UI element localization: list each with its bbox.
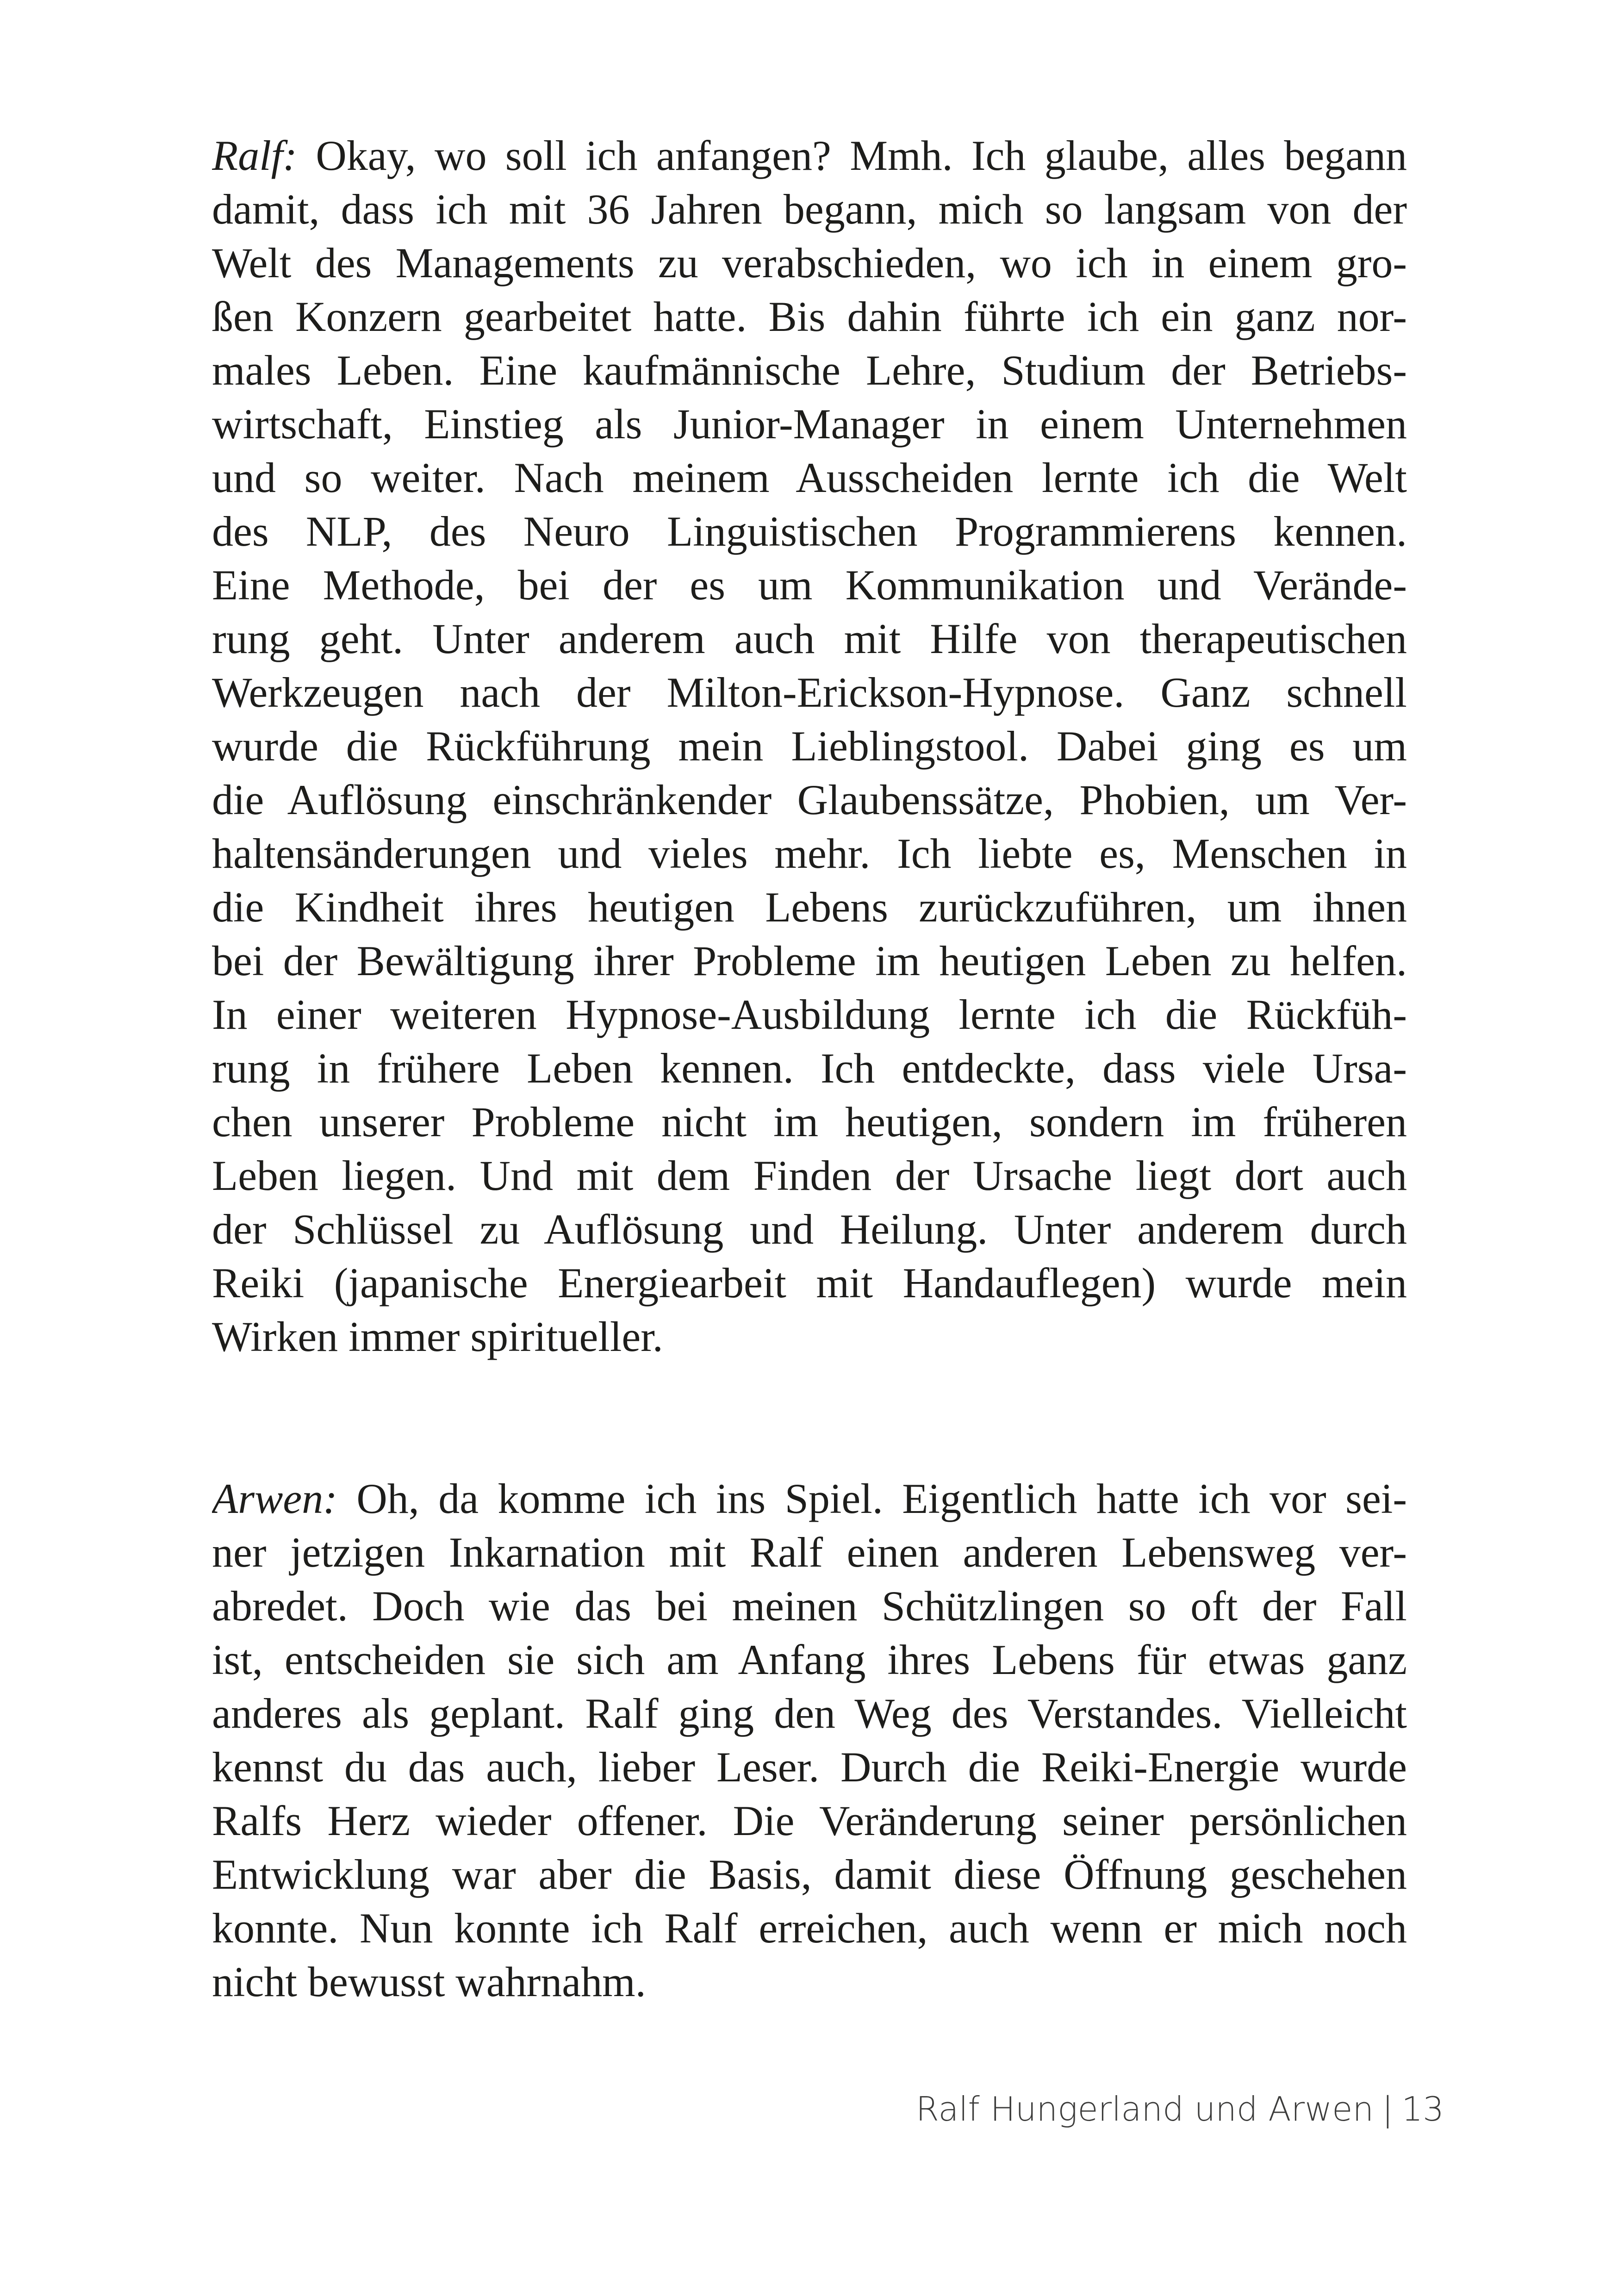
text-line xyxy=(212,1310,1407,1363)
line-text: males Leben. Eine kaufmännische Lehre, Studium der Betriebs- xyxy=(212,347,1407,394)
line-text: Eine Methode, bei der es um Kommunikation und Verände- xyxy=(212,561,1407,609)
line-text: konnte. Nun konnte ich Ralf erreichen, auch wenn er mich noch xyxy=(212,1904,1407,1952)
text-line xyxy=(212,1041,1407,1095)
line-text: wirtschaft, Einstieg als Junior-Manager in einem Unternehmen xyxy=(212,400,1407,448)
line-text: Reiki (japanische Energiearbeit mit Handauflegen) wurde mein xyxy=(212,1259,1407,1307)
line-text: haltensänderungen und vieles mehr. Ich liebte es, Menschen in xyxy=(212,830,1407,877)
line-text: ner jetzigen Inkarnation mit Ralf einen anderen Lebensweg ver- xyxy=(212,1529,1407,1576)
text-line xyxy=(212,343,1407,397)
text-line xyxy=(212,1149,1407,1202)
line-text: Okay, wo soll ich anfangen? Mmh. Ich glaube, alles begann xyxy=(297,132,1407,179)
line-text: rung in frühere Leben kennen. Ich entdeckte, dass viele Ursa- xyxy=(212,1045,1407,1092)
text-line xyxy=(212,397,1407,451)
line-text: damit, dass ich mit 36 Jahren begann, mich so langsam von der xyxy=(212,186,1407,233)
page-footer xyxy=(916,2090,1444,2128)
text-line xyxy=(212,1955,1407,2009)
line-text: bei der Bewältigung ihrer Probleme im heutigen Leben zu helfen. xyxy=(212,937,1407,984)
text-line xyxy=(212,1686,1407,1740)
line-text: Wirken immer spiritueller. xyxy=(212,1313,663,1360)
text-line xyxy=(212,934,1407,988)
line-text: abredet. Doch wie das bei meinen Schützlingen so oft der Fall xyxy=(212,1582,1407,1630)
line-text: ßen Konzern gearbeitet hatte. Bis dahin führte ich ein ganz nor- xyxy=(212,293,1407,340)
line-text: Werkzeugen nach der Milton-Erickson-Hypnose. Ganz schnell xyxy=(212,669,1407,716)
text-line xyxy=(212,451,1407,504)
running-title: Ralf Hungerland und Arwen xyxy=(915,2090,1374,2128)
line-text: Ralfs Herz wieder offener. Die Veränderung seiner persönlichen xyxy=(212,1797,1407,1844)
text-line xyxy=(212,1740,1407,1794)
text-line xyxy=(212,1579,1407,1633)
text-line xyxy=(212,612,1407,666)
text-line xyxy=(212,719,1407,773)
line-text: der Schlüssel zu Auflösung und Heilung. Unter anderem durch xyxy=(212,1206,1407,1253)
paragraph-arwen xyxy=(212,1472,1407,2009)
line-text: nicht bewusst wahrnahm. xyxy=(212,1958,646,2005)
text-line xyxy=(212,1525,1407,1579)
text-line xyxy=(212,129,1407,182)
text-line xyxy=(212,880,1407,934)
speaker-label: Arwen: xyxy=(212,1475,337,1522)
line-text: und so weiter. Nach meinem Ausscheiden lernte ich die Welt xyxy=(212,454,1407,501)
text-line xyxy=(212,1633,1407,1686)
text-line xyxy=(212,236,1407,290)
line-text: des NLP, des Neuro Linguistischen Programmierens kennen. xyxy=(212,508,1407,555)
text-line xyxy=(212,1472,1407,1525)
text-line xyxy=(212,1901,1407,1955)
line-text: chen unserer Probleme nicht im heutigen, sondern im früheren xyxy=(212,1098,1407,1145)
line-text: die Kindheit ihres heutigen Lebens zurückzuführen, um ihnen xyxy=(212,884,1407,931)
line-text: wurde die Rückführung mein Lieblingstool. Dabei ging es um xyxy=(212,722,1407,770)
line-text: anderes als geplant. Ralf ging den Weg des Verstandes. Vielleicht xyxy=(212,1690,1407,1737)
text-line xyxy=(212,1202,1407,1256)
text-line xyxy=(212,773,1407,827)
paragraph-ralf xyxy=(212,129,1407,1363)
line-text: In einer weiteren Hypnose-Ausbildung lernte ich die Rückfüh- xyxy=(212,991,1407,1038)
line-text: Leben liegen. Und mit dem Finden der Ursache liegt dort auch xyxy=(212,1152,1407,1199)
text-line xyxy=(212,1848,1407,1901)
text-line xyxy=(212,558,1407,612)
text-line xyxy=(212,182,1407,236)
line-text: kennst du das auch, lieber Leser. Durch die Reiki-Energie wurde xyxy=(212,1743,1407,1791)
text-line xyxy=(212,1095,1407,1149)
text-line xyxy=(212,1794,1407,1848)
text-line xyxy=(212,1256,1407,1310)
line-text: Welt des Managements zu verabschieden, wo ich in einem gro- xyxy=(212,239,1407,286)
footer-separator: | xyxy=(1382,2090,1394,2128)
speaker-label: Ralf: xyxy=(212,132,297,179)
text-line xyxy=(212,504,1407,558)
line-text: ist, entscheiden sie sich am Anfang ihres Lebens für etwas ganz xyxy=(212,1636,1407,1683)
text-line xyxy=(212,827,1407,880)
line-text: Entwicklung war aber die Basis, damit diese Öffnung geschehen xyxy=(212,1851,1407,1898)
line-text: Oh, da komme ich ins Spiel. Eigentlich hatte ich vor sei- xyxy=(337,1475,1407,1522)
text-line xyxy=(212,666,1407,719)
page-number: 13 xyxy=(1401,2090,1444,2128)
line-text: die Auflösung einschränkender Glaubenssätze, Phobien, um Ver- xyxy=(212,776,1407,823)
text-line xyxy=(212,290,1407,343)
line-text: rung geht. Unter anderem auch mit Hilfe von therapeutischen xyxy=(212,615,1407,662)
text-line xyxy=(212,988,1407,1041)
